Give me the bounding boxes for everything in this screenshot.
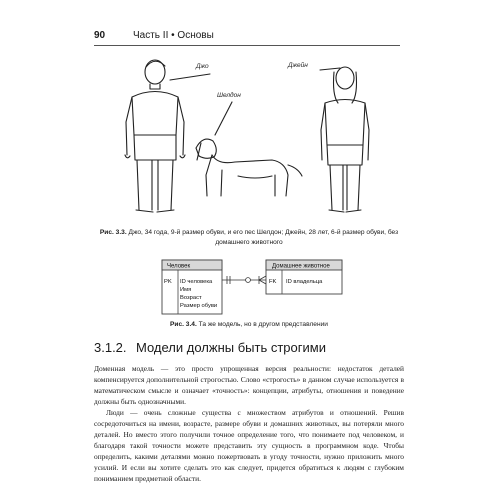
body-text	[94, 363, 404, 484]
label-sheldon: Шелдон	[217, 92, 241, 99]
page-number: 90	[94, 30, 106, 41]
dog-illustration	[196, 139, 302, 196]
pointer-sheldon	[215, 102, 232, 135]
pointer-jane	[320, 68, 340, 70]
section-title: Модели должны быть строгими	[136, 340, 326, 355]
relationship-connector	[222, 276, 266, 284]
paragraph: Доменная модель — это просто упрощенная версия реальности: недостаток деталей компенсируется дополнительной строгостью. Слово «строгость» в данном случае используется в математическом смысле и означает «точность»: концепции, атрибуты, отношения и поведение должны быть однозначными.	[94, 364, 404, 406]
running-header	[94, 30, 394, 44]
caption-text: Та же модель, но в другом представлении	[196, 321, 328, 328]
person-attribute: Имя	[180, 287, 192, 293]
pet-key: FK	[269, 279, 277, 285]
pet-entity-title: Домашнее животное	[272, 263, 330, 270]
er-diagram	[162, 260, 342, 314]
person-attribute: ID человека	[180, 279, 213, 285]
label-joe: Джо	[196, 63, 209, 70]
person-entity-title: Человек	[167, 263, 191, 270]
figure-caption-3-3	[94, 228, 404, 248]
caption-label: Рис. 3.3.	[99, 229, 127, 236]
pointer-joe	[170, 74, 210, 80]
section-heading	[94, 340, 404, 355]
person-key: PK	[164, 279, 172, 285]
man-illustration	[125, 60, 185, 212]
caption-text: Джо, 34 года, 9-й размер обуви, и его пес Шелдон; Джейн, 28 лет, 6-й размер обуви, без домашнего животного	[126, 229, 399, 246]
label-jane: Джейн	[288, 62, 308, 69]
figure-caption-3-4	[94, 321, 404, 328]
paragraph: Люди — очень сложные существа с множеством атрибутов и отношений. Решив сосредоточиться на имени, возрасте, размере обуви и домашних животных, вы потеряли много деталей. Но вместо этого получили точное определение того, что понимаете под человеком, и благодаря такой точности можете представить эту сущность в программном коде. Чтобы определить, какими деталями можно пожертвовать в угоду точности, нужно приложить много усилий. И если вы хотите сделать это как следует, придется обратиться к людям с глубоким пониманием предметной области.	[94, 408, 404, 483]
woman-illustration	[321, 67, 369, 212]
header-rule	[94, 45, 400, 46]
person-attribute: Размер обуви	[180, 303, 218, 309]
pet-attribute: ID владельца	[286, 279, 323, 285]
caption-label: Рис. 3.4.	[170, 321, 197, 328]
person-attribute: Возраст	[180, 295, 202, 301]
section-number: 3.1.2.	[94, 340, 127, 355]
running-title: Часть II • Основы	[133, 30, 214, 41]
